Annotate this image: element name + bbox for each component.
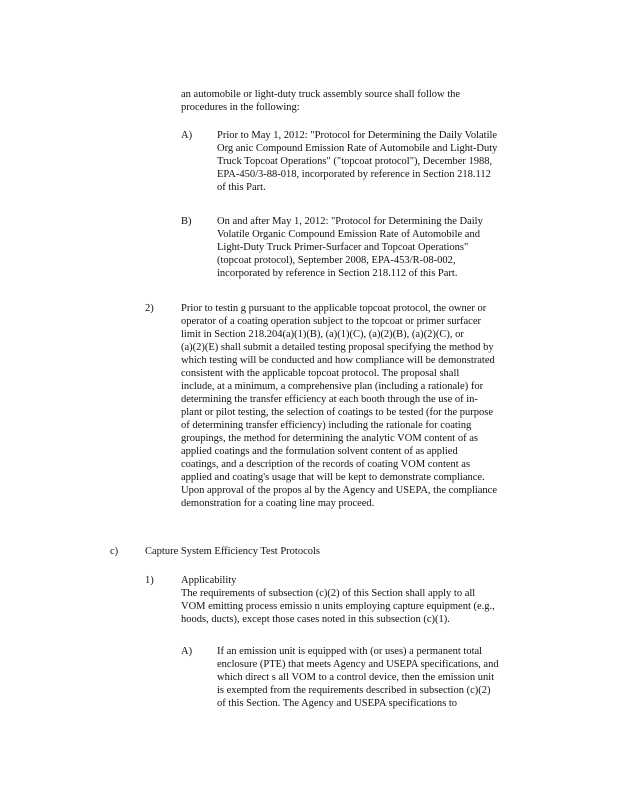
text-line: plant or pilot testing, the selection of coatings to be tested (for the purpose [181, 407, 494, 418]
item-2-paragraph [181, 302, 539, 510]
item-marker-c1a: A) [181, 646, 193, 657]
text-line: incorporated by reference in Section 218.112 of this Part. [217, 268, 458, 279]
text-line: coatings, and a description of the records of coating VOM content as [181, 459, 471, 470]
text-line: consistent with the applicable topcoat protocol. The proposal shall [181, 368, 460, 379]
text-line: Truck Topcoat Operations" ("topcoat protocol"), December 1988, [217, 156, 493, 167]
text-line: (topcoat protocol), September 2008, EPA-453/R-08-002, [217, 255, 456, 266]
text-line: determining the transfer efficiency at each booth through the use of in- [181, 394, 478, 405]
text-line: which direct s all VOM to a control device, then the emission unit [217, 672, 495, 683]
text-line: limit in Section 218.204(a)(1)(B), (a)(1)(C), (a)(2)(B), (a)(2)(C), or [181, 329, 464, 340]
item-marker-c1: 1) [145, 575, 154, 586]
item-c1-paragraph [181, 587, 531, 626]
text-line: Volatile Organic Compound Emission Rate of Automobile and [217, 229, 480, 240]
text-line: applied and coating's usage that will be kept to demonstrate compliance. [181, 472, 485, 483]
text-line: If an emission unit is equipped with (or uses) a permanent total [217, 646, 483, 657]
section-c-heading: Capture System Efficiency Test Protocols [145, 546, 321, 557]
text-line: procedures in the following: [181, 102, 300, 113]
text-line: Upon approval of the propos al by the Agency and USEPA, the compliance [181, 485, 498, 496]
item-marker-2: 2) [145, 303, 154, 314]
text-line: groupings, the method for determining the analytic VOM content of as [181, 433, 478, 444]
text-line: (a)(2)(E) shall submit a detailed testing proposal specifying the method by [181, 342, 494, 353]
item-a-paragraph [217, 129, 539, 194]
text-line: demonstration for a coating line may proceed. [181, 498, 375, 509]
text-line: Prior to testin g pursuant to the applicable topcoat protocol, the owner or [181, 303, 487, 314]
text-line: applied coatings and the formulation solvent content of as applied [181, 446, 458, 457]
text-line: Light-Duty Truck Primer-Surfacer and Topcoat Operations" [217, 242, 469, 253]
item-marker-b: B) [181, 216, 192, 227]
text-line: The requirements of subsection (c)(2) of this Section shall apply to all [181, 588, 476, 599]
item-b-paragraph [217, 215, 522, 280]
intro-paragraph [181, 88, 499, 114]
text-line: an automobile or light-duty truck assembly source shall follow the [181, 89, 461, 100]
text-line: Prior to May 1, 2012: "Protocol for Determining the Daily Volatile [217, 130, 498, 141]
text-line: EPA-450/3-88-018, incorporated by reference in Section 218.112 [217, 169, 491, 180]
section-marker-c: c) [110, 546, 119, 557]
text-line: of this Section. The Agency and USEPA specifications to [217, 698, 458, 709]
text-line: enclosure (PTE) that meets Agency and USEPA specifications, and [217, 659, 499, 670]
text-line: of this Part. [217, 182, 266, 193]
text-line: operator of a coating operation subject to the topcoat or primer surfacer [181, 316, 482, 327]
item-c1-title: Applicability [181, 575, 237, 586]
text-line: VOM emitting process emissio n units employing capture equipment (e.g., [181, 601, 495, 612]
item-c1a-paragraph [217, 645, 540, 710]
text-line: hoods, ducts), except those cases noted in this subsection (c)(1). [181, 614, 450, 625]
text-line: include, at a minimum, a comprehensive plan (including a rationale) for [181, 381, 484, 392]
text-line: of determining transfer efficiency) including the rationale for coating [181, 420, 472, 431]
text-line: is exempted from the requirements described in subsection (c)(2) [217, 685, 491, 696]
text-line: which testing will be conducted and how compliance will be demonstrated [181, 355, 495, 366]
text-line: Org anic Compound Emission Rate of Automobile and Light-Duty [217, 143, 498, 154]
item-marker-a: A) [181, 130, 193, 141]
text-line: On and after May 1, 2012: "Protocol for Determining the Daily [217, 216, 483, 227]
